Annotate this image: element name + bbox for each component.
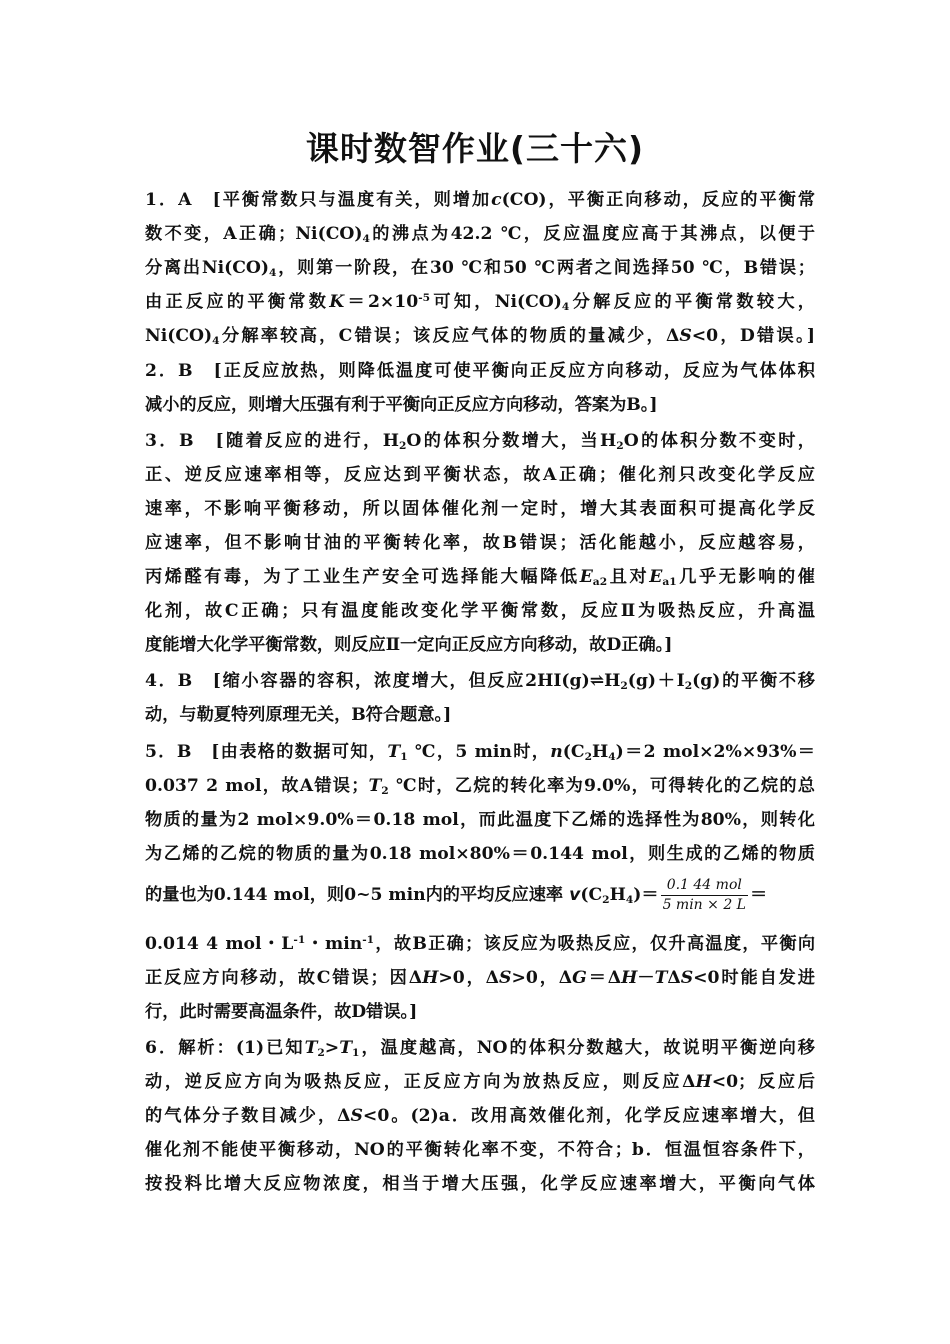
text-line: 正反应方向移动，故C错误；因ΔH>0，ΔS>0，ΔG＝ΔH－TΔS<0时能自发进 <box>145 968 815 988</box>
text-line: 0.037 2 mol，故A错误；$T_2$ ℃时，乙烷的转化率为9.0%，可得转化的乙烷的总 <box>145 776 815 798</box>
text-line: 速率，不影响平衡移动，所以固体催化剂一定时，增大其表面积可提高化学反 <box>145 499 815 519</box>
text-line: 减小的反应，则增大压强有利于平衡向正反应方向移动，答案为B。] <box>145 395 658 415</box>
text-line: $Ni(CO)_4$分解率较高，C错误；该反应气体的物质的量减少，ΔS<0，D错误。] <box>145 326 815 348</box>
rate-fraction: $\frac{\text{0.1 44 mol}}{5 \min \times 2 L}$ <box>662 877 746 913</box>
text-line: 6．解析：(1)已知$T_2>T_1$，温度越高，NO的体积分数越大，故说明平衡逆向移 <box>145 1038 815 1060</box>
text-line: 1．A [平衡常数只与温度有关，则增加c(CO)，平衡正向移动，反应的平衡常 <box>145 190 815 210</box>
text-line: 2．B [正反应放热，则降低温度可使平衡向正反应方向移动，反应为气体体积 <box>145 361 815 381</box>
page-title: 课时数智作业(三十六) <box>305 129 645 168</box>
text-line: 的气体分子数目减少，ΔS<0。(2)a．改用高效催化剂，化学反应速率增大，但 <box>145 1106 815 1126</box>
text-line: 丙烯醛有毒，为了工业生产安全可选择能大幅降低$E_{a2}$且对$E_{a1}$几乎无影响的催 <box>145 567 815 589</box>
text-line: 由正反应的平衡常数$K=2\times 10^{-5}$可知，$Ni(CO)_4$分解反应的平衡常数较大， <box>145 291 815 314</box>
text-line: 应速率，但不影响甘油的平衡转化率，故B错误；活化能越小，反应越容易， <box>145 533 815 553</box>
text-line: 分离出$Ni(CO)_4$，则第一阶段，在30 ℃和50 ℃两者之间选择50 ℃，B错误； <box>145 258 815 280</box>
text-line: 4．B [缩小容器的容积，浓度增大，但反应$2HI(g)\rightleftharpoons H_2(g)+I_2(g)$的平衡不移 <box>145 671 815 693</box>
text-line: 的量也为0.144 mol，则0~5 min内的平均反应速率 $v(C_2H_4)=$ $\frac{\text{0.1 44 mol}}{5 \min \times 2 L}$ ＝ <box>145 877 768 913</box>
text-line: 0.014 4 mol・$L^{-1}$・$\min^{-1}$，故B正确；该反应为吸热反应，仅升高温度，平衡向 <box>145 933 816 954</box>
text-line: 3．B [随着反应的进行，$H_2O$的体积分数增大，当$H_2O$的体积分数不变时， <box>145 431 815 453</box>
text-line: 按投料比增大反应物浓度，相当于增大压强，化学反应速率增大，平衡向气体 <box>145 1174 815 1194</box>
text-line: 度能增大化学平衡常数，则反应Ⅱ一定向正反应方向移动，故D正确。] <box>145 635 673 655</box>
text-line: 化剂，故C正确；只有温度能改变化学平衡常数，反应Ⅱ为吸热反应，升高温 <box>145 601 815 621</box>
text-line: 催化剂不能使平衡移动，NO的平衡转化率不变，不符合；b．恒温恒容条件下， <box>145 1140 815 1160</box>
text-line: 行，此时需要高温条件，故D错误。] <box>145 1002 418 1022</box>
text-line: 5．B [由表格的数据可知，$T_1$ ℃，5 min时，$n(C_2H_4)=2$ mol×2%×93%＝ <box>145 742 815 764</box>
text-line: 为乙烯的乙烷的物质的量为0.18 mol×80%＝0.144 mol，则生成的乙烯的物质 <box>145 844 815 864</box>
text-line: 动，逆反应方向为吸热反应，正反应方向为放热反应，则反应ΔH<0；反应后 <box>145 1072 815 1092</box>
text-line: 数不变，A正确；$Ni(CO)_4$的沸点为42.2 ℃，反应温度应高于其沸点，以便于 <box>145 224 815 246</box>
text-line: 正、逆反应速率相等，反应达到平衡状态，故A正确；催化剂只改变化学反应 <box>145 465 815 485</box>
text-line: 动，与勒夏特列原理无关，B符合题意。] <box>145 705 452 725</box>
text-line: 物质的量为2 mol×9.0%＝0.18 mol，而此温度下乙烯的选择性为80%，则转化 <box>145 810 815 830</box>
